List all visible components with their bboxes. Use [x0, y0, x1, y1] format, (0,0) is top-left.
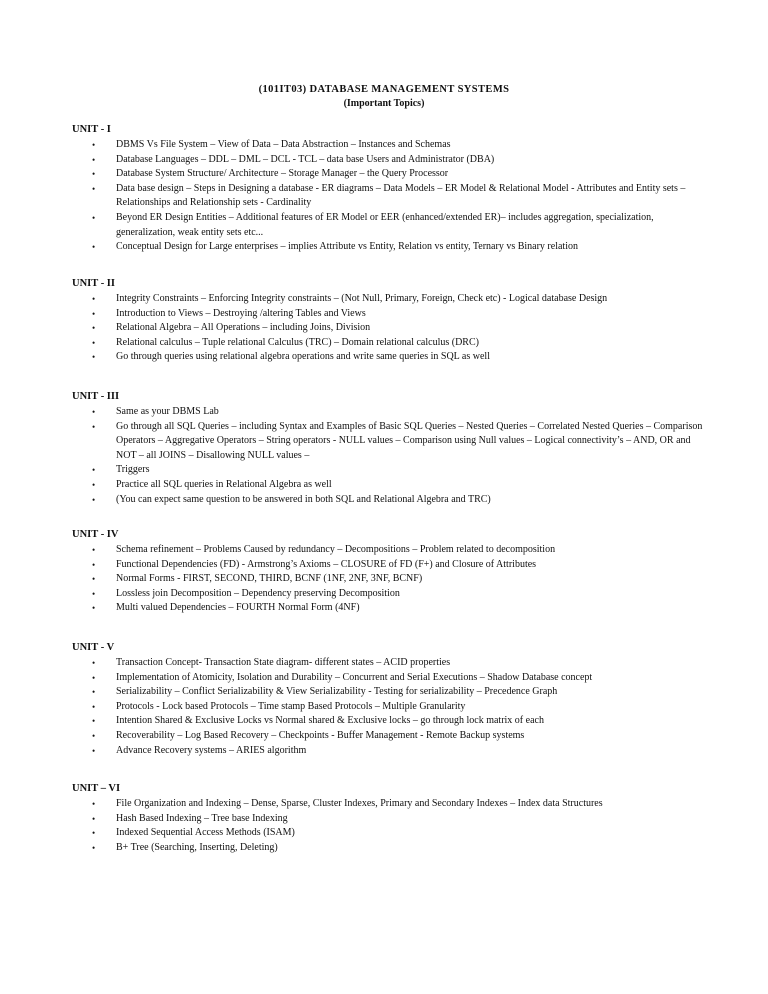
page-subtitle: (Important Topics): [343, 98, 425, 109]
topic-item: [72, 321, 712, 336]
unit-section: [72, 123, 712, 255]
topic-item: [72, 656, 712, 671]
unit-section: [72, 782, 712, 855]
topic-item: [72, 729, 712, 744]
topic-item: [72, 420, 712, 464]
bullet-icon: •: [92, 308, 96, 319]
topic-text: (You can expect same question to be answered in both SQL and Relational Algebra and TRC): [116, 493, 491, 505]
topic-item: [72, 797, 712, 812]
topic-text: B+ Tree (Searching, Inserting, Deleting): [116, 841, 278, 853]
topic-item: [72, 405, 712, 420]
topic-item: [72, 812, 712, 827]
bullet-icon: •: [92, 716, 96, 727]
topic-list: [72, 797, 712, 855]
topic-text: Relational Algebra – All Operations – including Joins, Division: [116, 322, 371, 334]
bullet-icon: •: [92, 588, 96, 599]
topic-text: Advance Recovery systems – ARIES algorithm: [116, 744, 307, 756]
bullet-icon: •: [92, 407, 96, 417]
bullet-icon: •: [92, 294, 96, 304]
bullet-icon: •: [92, 212, 96, 223]
topic-text: Same as your DBMS Lab: [116, 406, 219, 417]
topic-text: Normal Forms - FIRST, SECOND, THIRD, BCNF (1NF, 2NF, 3NF, BCNF): [116, 573, 423, 585]
topic-item: [72, 714, 712, 729]
topic-item: [72, 493, 712, 508]
topic-item: [72, 463, 712, 478]
topic-text: Intention Shared & Exclusive Locks vs Normal shared & Exclusive locks – go through lock matrix of each: [116, 715, 544, 727]
bullet-icon: •: [92, 242, 96, 253]
topic-text: Protocols - Lock based Protocols – Time stamp Based Protocols – Multiple Granularity: [116, 700, 466, 712]
topic-item: [72, 700, 712, 715]
topic-item: [72, 350, 712, 365]
topic-item: [72, 841, 712, 856]
topic-item: [72, 153, 712, 168]
topic-text: Functional Dependencies (FD) - Armstrong’s Axioms – CLOSURE of FD (F+) and Closure of Attributes: [116, 558, 537, 570]
unit-heading: UNIT - III: [72, 391, 120, 402]
bullet-icon: •: [92, 701, 96, 712]
topic-item: [72, 478, 712, 493]
topic-text: Database System Structure/ Architecture – Storage Manager – the Query Processor: [116, 168, 449, 180]
bullet-icon: •: [92, 323, 96, 334]
topic-item: [72, 336, 712, 351]
topic-text: Lossless join Decomposition – Dependency preserving Decomposition: [116, 587, 400, 599]
bullet-icon: •: [92, 169, 96, 180]
topic-text: DBMS Vs File System – View of Data – Data Abstraction – Instances and Schemas: [116, 139, 451, 150]
topic-item: [72, 572, 712, 587]
topic-item: [72, 211, 712, 240]
topic-item: [72, 601, 712, 616]
bullet-icon: •: [92, 687, 96, 698]
topic-text: Go through queries using relational algebra operations and write same queries in SQL as well: [116, 351, 490, 363]
topic-text: Schema refinement – Problems Caused by redundancy – Decompositions – Problem related to decomposition: [116, 544, 556, 555]
bullet-icon: •: [92, 842, 96, 853]
topic-list: [72, 543, 712, 616]
bullet-icon: •: [92, 352, 96, 363]
unit-heading: UNIT - I: [72, 124, 111, 135]
bullet-icon: •: [92, 828, 96, 839]
bullet-icon: •: [92, 574, 96, 585]
topic-item: [72, 543, 712, 558]
bullet-icon: •: [92, 658, 96, 668]
topic-item: [72, 182, 712, 211]
unit-section: [72, 641, 712, 758]
topic-text: Introduction to Views – Destroying /altering Tables and Views: [116, 307, 366, 319]
bullet-icon: •: [92, 672, 96, 683]
bullet-icon: •: [92, 183, 96, 194]
topic-item: [72, 240, 712, 255]
bullet-icon: •: [92, 603, 96, 614]
unit-heading: UNIT - II: [72, 278, 115, 289]
topic-text: Multi valued Dependencies – FOURTH Normal Form (4NF): [116, 602, 360, 614]
bullet-icon: •: [92, 730, 96, 741]
topic-item: [72, 307, 712, 322]
bullet-icon: •: [92, 813, 96, 824]
bullet-icon: •: [92, 140, 96, 150]
topic-text: Practice all SQL queries in Relational Algebra as well: [116, 478, 332, 490]
topic-text: Database Languages – DDL – DML – DCL - TCL – data base Users and Administrator (DBA): [116, 153, 495, 165]
unit-section: [72, 528, 712, 616]
topic-text: Implementation of Atomicity, Isolation and Durability – Concurrent and Serial Executions – Shadow Database concept: [116, 671, 593, 683]
bullet-icon: •: [92, 799, 96, 809]
bullet-icon: •: [92, 154, 96, 165]
bullet-icon: •: [92, 494, 96, 505]
bullet-icon: •: [92, 337, 96, 348]
topic-text: Indexed Sequential Access Methods (ISAM): [116, 827, 295, 839]
topic-text: Serializability – Conflict Serializability & View Serializability - Testing for serializability – Precedence Graph: [116, 686, 558, 698]
topic-text: Triggers: [116, 464, 150, 476]
topic-item: [72, 671, 712, 686]
topic-item: [72, 167, 712, 182]
topic-text: Relational calculus – Tuple relational Calculus (TRC) – Domain relational calculus (DRC): [116, 336, 479, 348]
topic-list: [72, 292, 712, 365]
page-title: (101IT03) DATABASE MANAGEMENT SYSTEMS: [258, 84, 510, 95]
unit-section: [72, 277, 712, 365]
unit-section: [72, 390, 712, 507]
topic-item: [72, 587, 712, 602]
bullet-icon: •: [92, 745, 96, 756]
topic-text: Conceptual Design for Large enterprises – implies Attribute vs Entity, Relation vs entity, Ternary vs Binary relation: [116, 241, 578, 253]
unit-heading: UNIT – VI: [72, 783, 121, 794]
topic-text: Integrity Constraints – Enforcing Integrity constraints – (Not Null, Primary, Foreign, Check etc) - Logical database Design: [116, 293, 608, 304]
topic-text: Recoverability – Log Based Recovery – Checkpoints - Buffer Management - Remote Backup systems: [116, 729, 525, 741]
unit-heading: UNIT - V: [72, 642, 115, 653]
topic-item: [72, 744, 712, 759]
topic-text: Data base design – Steps in Designing a database - ER diagrams – Data Models – ER Model & Relational Model - Attributes and Entity sets – Relationships and Relationship sets - Cardinality: [116, 182, 686, 209]
topic-text: Go through all SQL Queries – including Syntax and Examples of Basic SQL Queries – Nested Queries – Correlated Nested Queries – Comparison Operators – Aggregative Operators – String operators - NULL values – Comparison using Null values – Logical connectivity’s – AND, OR and NOT – all JOINS – Disallowing NULL values –: [116, 420, 703, 461]
topic-item: [72, 685, 712, 700]
bullet-icon: •: [92, 545, 96, 555]
topic-text: Hash Based Indexing – Tree base Indexing: [116, 812, 288, 824]
topic-text: Transaction Concept- Transaction State diagram- different states – ACID properties: [116, 657, 451, 668]
bullet-icon: •: [92, 421, 96, 432]
topic-item: [72, 558, 712, 573]
bullet-icon: •: [92, 559, 96, 570]
topic-text: Beyond ER Design Entities – Additional features of ER Model or EER (enhanced/extended ER)– includes aggregation, specialization, generalization, weak entity sets etc...: [116, 211, 654, 238]
bullet-icon: •: [92, 479, 96, 490]
topic-item: [72, 292, 712, 307]
bullet-icon: •: [92, 465, 96, 476]
topic-list: [72, 656, 712, 758]
topic-list: [72, 138, 712, 255]
topic-item: [72, 826, 712, 841]
topic-text: File Organization and Indexing – Dense, Sparse, Cluster Indexes, Primary and Secondary Indexes – Index data Structures: [116, 798, 603, 809]
topic-item: [72, 138, 712, 153]
unit-heading: UNIT - IV: [72, 529, 119, 540]
topic-list: [72, 405, 712, 507]
